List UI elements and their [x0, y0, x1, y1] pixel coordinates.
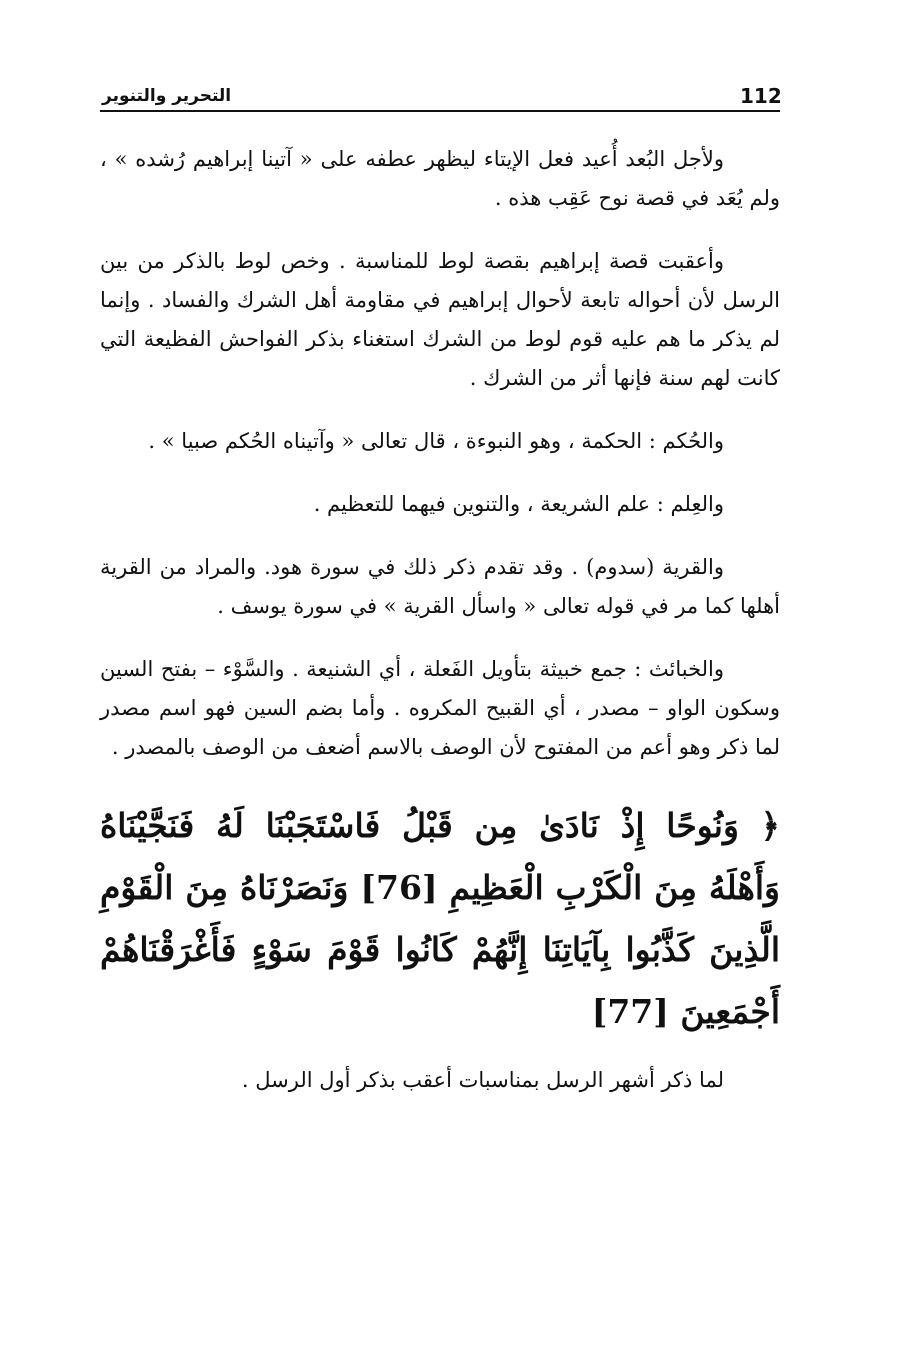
paragraph: وأعقبت قصة إبراهيم بقصة لوط للمناسبة . وخص لوط بالذكر من بين الرسل لأن أحواله تابعة لأحوال إبراهيم في مقاومة أهل الشرك والفساد . وإنما لم يذكر ما هم عليه قوم لوط من الشرك استغناء بذكر الفواحش الفظيعة التي كانت لهم سنة فإنها أثر من الشرك .	[100, 249, 780, 390]
paragraph: والحُكم : الحكمة ، وهو النبوءة ، قال تعالى « وآتيناه الحُكم صبيا » .	[148, 429, 724, 453]
header-rule	[100, 110, 780, 112]
closing-paragraph: لما ذكر أشهر الرسل بمناسبات أعقب بذكر أول الرسل .	[241, 1068, 724, 1092]
quran-verse: ﴿ وَنُوحًا إِذْ نَادَىٰ مِن قَبْلُ فَاسْتَجَبْنَا لَهُ فَنَجَّيْنَاهُ وَأَهْلَهُ مِنَ الْكَرْبِ الْعَظِيمِ [76] وَنَصَرْنَاهُ مِنَ الْقَوْمِ الَّذِينَ كَذَّبُوا بِآيَاتِنَا إِنَّهُمْ كَانُوا قَوْمَ سَوْءٍ فَأَغْرَقْنَاهُمْ أَجْمَعِينَ [77]	[100, 806, 780, 1031]
paragraph: ولأجل البُعد أُعيد فعل الإيتاء ليظهر عطفه على « آتينا إبراهيم رُشده » ، ولم يُعَد في قصة نوح عَقِب هذه .	[100, 147, 780, 210]
page-number: 112	[740, 84, 782, 108]
book-title: التحرير والتنوير	[102, 86, 232, 106]
book-page	[100, 78, 782, 1092]
running-header	[100, 78, 780, 110]
paragraph: والعِلم : علم الشريعة ، والتنوين فيهما للتعظيم .	[313, 492, 724, 516]
paragraph: والقرية (سدوم) . وقد تقدم ذكر ذلك في سورة هود. والمراد من القرية أهلها كما مر في قوله تعالى « واسأل القرية » في سورة يوسف .	[100, 555, 780, 618]
paragraph: والخبائث : جمع خبيثة بتأويل الفَعلة ، أي الشنيعة . والسَّوْء – بفتح السين وسكون الواو – مصدر ، أي القبيح المكروه . وأما بضم السين فهو اسم مصدر لما ذكر وهو أعم من المفتوح لأن الوصف بالاسم أضعف من الوصف بالمصدر .	[100, 657, 780, 759]
page-body	[100, 140, 780, 1100]
